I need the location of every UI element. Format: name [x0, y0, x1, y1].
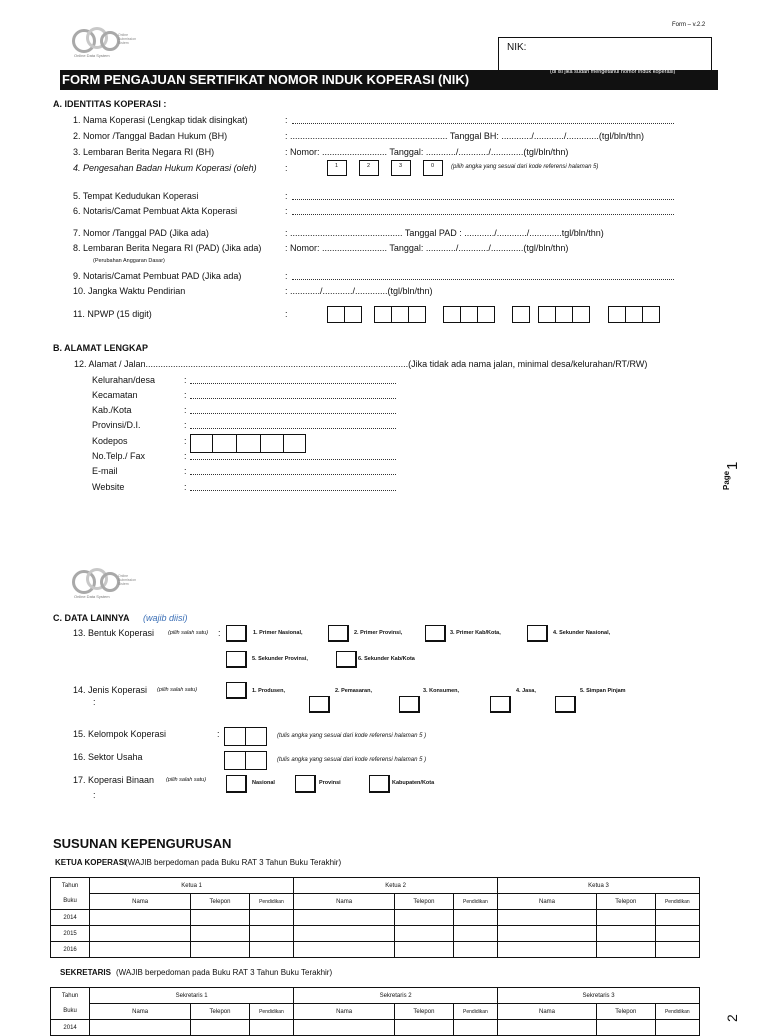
col-nama: Nama: [498, 1004, 597, 1020]
title-note: (di isi jika sudah mengetahui nomor induk koperasi): [550, 69, 676, 75]
nik-label: NIK:: [507, 42, 527, 53]
col-telepon: Telepon: [395, 894, 454, 910]
ketua-note: (WAJIB berpedoman pada Buku RAT 3 Tahun Buku Terakhir): [125, 858, 342, 867]
a-item-9-field[interactable]: [292, 279, 674, 280]
group-ketua-3: Ketua 3: [498, 878, 700, 894]
npwp-digits-2[interactable]: [374, 306, 425, 323]
group-ketua-2: Ketua 2: [294, 878, 498, 894]
q17-label: 17. Koperasi Binaan: [73, 775, 155, 785]
col-tahun: Tahun: [51, 878, 90, 894]
q14-note: (pilih salah satu): [157, 687, 198, 693]
q17-note: (pilih salah satu): [166, 777, 207, 783]
a-item-4-label: 4. Pengesahan Badan Hukum Koperasi (oleh): [73, 163, 257, 173]
col-pendidikan: Pendidikan: [655, 894, 699, 910]
group-sekretaris-1: Sekretaris 1: [90, 988, 294, 1004]
q13-option-5-checkbox[interactable]: [226, 651, 247, 668]
col-nama: Nama: [294, 1004, 395, 1020]
a-item-6-field[interactable]: [292, 214, 674, 215]
q17-option-1: Nasional: [252, 780, 275, 786]
b-field-email: E-mail: [92, 466, 118, 476]
col-telepon: Telepon: [596, 894, 655, 910]
pengesahan-note: (pilih angka yang sesuai dari kode referensi halaman 5): [451, 164, 599, 170]
sekretaris-note: (WAJIB berpedoman pada Buku RAT 3 Tahun Buku Terakhir): [116, 968, 333, 977]
q16-label: 16. Sektor Usaha: [73, 752, 143, 762]
page-number-2: 2: [724, 1014, 740, 1022]
telp-input[interactable]: [190, 459, 396, 460]
q14-label: 14. Jenis Koperasi: [73, 685, 148, 695]
address-line[interactable]: 12. Alamat / Jalan.........................................................................................................(Jika tidak ada nama jalan, minimal desa/kelurahan/RT/RW): [74, 359, 648, 369]
nik-box[interactable]: [498, 37, 712, 71]
col-nama: Nama: [90, 894, 191, 910]
page-number: 1: [724, 461, 741, 470]
a-item-6-label: 6. Notaris/Camat Pembuat Akta Koperasi: [73, 206, 238, 216]
npwp-digits-5[interactable]: [538, 306, 589, 323]
sekretaris-table: [50, 987, 700, 1036]
q17-option-3-checkbox[interactable]: [369, 775, 390, 793]
table-row: [51, 1020, 700, 1036]
oss-logo: Online Submission Sistem Online Data System: [72, 27, 142, 61]
a-item-2-field[interactable]: : ............................................................... Tanggal BH: ............/............/.............(tgl/bln/thn): [285, 131, 644, 141]
q14-option-2-checkbox[interactable]: [309, 696, 330, 713]
kabkota-input[interactable]: [190, 413, 396, 414]
year-cell: 2014: [51, 910, 90, 926]
a-item-10-label: 10. Jangka Waktu Pendirian: [73, 286, 186, 296]
q13-option-5: 5. Sekunder Provinsi,: [252, 656, 308, 662]
q13-option-1: 1. Primer Nasional,: [253, 630, 303, 636]
page-label: Page: [722, 470, 731, 490]
a-item-2-label: 2. Nomor /Tanggal Badan Hukum (BH): [73, 131, 228, 141]
b-colon-8: :: [184, 482, 187, 492]
q15-colon: :: [217, 729, 220, 739]
sekretaris-label: SEKRETARIS: [60, 968, 111, 977]
group-sekretaris-2: Sekretaris 2: [294, 988, 498, 1004]
q14-option-3: 3. Konsumen,: [423, 688, 460, 694]
a-item-10-field[interactable]: : ............/............/.............(tgl/bln/thn): [285, 286, 433, 296]
a-item-1-colon: :: [285, 115, 288, 125]
q13-option-2-checkbox[interactable]: [328, 625, 349, 642]
col-pendidikan: Pendidikan: [453, 894, 497, 910]
a-item-11-label: 11. NPWP (15 digit): [73, 309, 152, 319]
b-field-kelurahan: Kelurahan/desa: [92, 375, 156, 385]
q14-option-3-checkbox[interactable]: [399, 696, 420, 713]
b-field-kecamatan: Kecamatan: [92, 390, 138, 400]
section-c-note: (wajib diisi): [143, 613, 188, 623]
q13-option-4: 4. Sekunder Nasional,: [553, 630, 611, 636]
npwp-digits-4[interactable]: [512, 306, 529, 323]
ketua-table: [50, 877, 700, 958]
npwp-digits-3[interactable]: [443, 306, 494, 323]
q13-option-3: 3. Primer Kab/Kota,: [450, 630, 501, 636]
a-item-6-colon: :: [285, 206, 288, 216]
q14-option-2: 2. Pemasaran,: [335, 688, 372, 694]
pengesahan-box-1[interactable]: 1: [327, 160, 347, 176]
col-pendidikan: Pendidikan: [249, 1004, 293, 1020]
website-input[interactable]: [190, 490, 396, 491]
kecamatan-input[interactable]: [190, 398, 396, 399]
a-item-4-colon: :: [285, 163, 288, 173]
provinsi-input[interactable]: [190, 428, 396, 429]
table-row: [51, 910, 700, 926]
year-cell: 2015: [51, 926, 90, 942]
col-telepon: Telepon: [395, 1004, 454, 1020]
q17-option-2-checkbox[interactable]: [295, 775, 316, 793]
b-field-kabkota: Kab./Kota: [92, 405, 132, 415]
year-cell: 2016: [51, 942, 90, 958]
col-telepon: Telepon: [191, 1004, 250, 1020]
table-row: [51, 926, 700, 942]
kelurahan-input[interactable]: [190, 383, 396, 384]
b-colon-1: :: [184, 375, 187, 385]
perubahan-note: (Perubahan Anggaran Dasar): [93, 258, 165, 264]
col-nama: Nama: [90, 1004, 191, 1020]
q14-option-4-checkbox[interactable]: [490, 696, 511, 713]
col-nama: Nama: [498, 894, 597, 910]
a-item-3-label: 3. Lembaran Berita Negara RI (BH): [73, 147, 215, 157]
section-b-heading: B. ALAMAT LENGKAP: [53, 343, 148, 353]
q13-option-6-checkbox[interactable]: [336, 651, 357, 668]
b-field-telp: No.Telp./ Fax: [92, 451, 146, 461]
q13-option-3-checkbox[interactable]: [425, 625, 446, 642]
pengesahan-box-4[interactable]: 0: [423, 160, 443, 176]
q15-label: 15. Kelompok Koperasi: [73, 729, 167, 739]
col-nama: Nama: [294, 894, 395, 910]
col-telepon: Telepon: [596, 1004, 655, 1020]
q15-input[interactable]: [224, 727, 266, 746]
email-input[interactable]: [190, 474, 396, 475]
q14-option-5-checkbox[interactable]: [555, 696, 576, 713]
q14-option-5: 5. Simpan Pinjam: [580, 688, 626, 694]
col-buku: Buku: [51, 894, 90, 910]
year-cell: 2014: [51, 1020, 90, 1036]
q17-option-1-checkbox[interactable]: [226, 775, 247, 793]
q14-option-1: 1. Produsen,: [252, 688, 286, 694]
group-sekretaris-3: Sekretaris 3: [498, 988, 700, 1004]
a-item-9-label: 9. Notaris/Camat Pembuat PAD (Jika ada): [73, 271, 242, 281]
a-item-9-colon: :: [285, 271, 288, 281]
a-item-5-label: 5. Tempat Kedudukan Koperasi: [73, 191, 199, 201]
a-item-7-label: 7. Nomor /Tanggal PAD (Jika ada): [73, 228, 209, 238]
table-row: [51, 942, 700, 958]
q13-option-4-checkbox[interactable]: [527, 625, 548, 642]
col-pendidikan: Pendidikan: [453, 1004, 497, 1020]
form-version: Form – v.2.2: [672, 22, 706, 28]
a-item-8-field[interactable]: : Nomor: .......................... Tanggal: ............/............/.............(tgl/bln/thn): [285, 243, 569, 253]
q13-option-1-checkbox[interactable]: [226, 625, 247, 642]
kodepos-digits[interactable]: [190, 434, 305, 453]
a-item-5-colon: :: [285, 191, 288, 201]
npwp-digits-1[interactable]: [327, 306, 361, 323]
q16-note: (tulis angka yang sesuai dari kode referensi halaman 5 ): [277, 757, 427, 763]
col-pendidikan: Pendidikan: [249, 894, 293, 910]
q13-option-6: 6. Sekunder Kab/Kota: [358, 656, 415, 662]
b-colon-2: :: [184, 390, 187, 400]
q16-input[interactable]: [224, 751, 266, 770]
a-item-3-field[interactable]: : Nomor: .......................... Tanggal: ............/............/.............(tgl/bln/thn): [285, 147, 569, 157]
npwp-digits-6[interactable]: [608, 306, 659, 323]
q14-option-1-checkbox[interactable]: [226, 682, 247, 699]
a-item-7-field[interactable]: : ............................................. Tanggal PAD : ............/............/.............tgl/bln/thn): [285, 228, 604, 238]
q14-colon: :: [93, 697, 96, 707]
group-ketua-1: Ketua 1: [90, 878, 294, 894]
b-field-kodepos: Kodepos: [92, 436, 128, 446]
a-item-5-field[interactable]: [292, 199, 674, 200]
b-field-website: Website: [92, 482, 125, 492]
a-item-8-label: 8. Lembaran Berita Negara RI (PAD) (Jika ada): [73, 243, 262, 253]
q13-note: (pilih salah satu): [168, 630, 209, 636]
q13-colon: :: [218, 628, 221, 638]
a-item-1-field[interactable]: [292, 123, 674, 124]
q13-option-2: 2. Primer Provinsi,: [354, 630, 403, 636]
section-a-heading: A. IDENTITAS KOPERASI :: [53, 99, 167, 109]
q17-option-3: Kabupaten/Kota: [392, 780, 435, 786]
a-item-11-colon: :: [285, 309, 288, 319]
form-title: FORM PENGAJUAN SERTIFIKAT NOMOR INDUK KOPERASI (NIK): [62, 72, 470, 87]
q17-colon: :: [93, 790, 96, 800]
q17-option-2: Provinsi: [319, 780, 341, 786]
col-telepon: Telepon: [191, 894, 250, 910]
b-colon-3: :: [184, 405, 187, 415]
b-colon-4: :: [184, 420, 187, 430]
q14-option-4: 4. Jasa,: [516, 688, 536, 694]
section-c-heading: C. DATA LAINNYA: [53, 613, 130, 623]
col-pendidikan: Pendidikan: [655, 1004, 699, 1020]
pengesahan-box-3[interactable]: 3: [391, 160, 411, 176]
q13-label: 13. Bentuk Koperasi: [73, 628, 155, 638]
b-field-provinsi: Provinsi/D.I.: [92, 420, 141, 430]
ketua-label: KETUA KOPERASI: [55, 858, 127, 867]
oss-logo-2: Online Submission Sistem Online Data System: [72, 568, 142, 602]
q15-note: (tulis angka yang sesuai dari kode referensi halaman 5 ): [277, 733, 427, 739]
b-colon-5: :: [184, 436, 187, 446]
susunan-title: SUSUNAN KEPENGURUSAN: [53, 836, 232, 851]
a-item-1-label: 1. Nama Koperasi (Lengkap tidak disingkat): [73, 115, 248, 125]
col-tahun: Tahun: [51, 988, 90, 1004]
col-buku: Buku: [51, 1004, 90, 1020]
b-colon-6: :: [184, 451, 187, 461]
b-colon-7: :: [184, 466, 187, 476]
pengesahan-box-2[interactable]: 2: [359, 160, 379, 176]
